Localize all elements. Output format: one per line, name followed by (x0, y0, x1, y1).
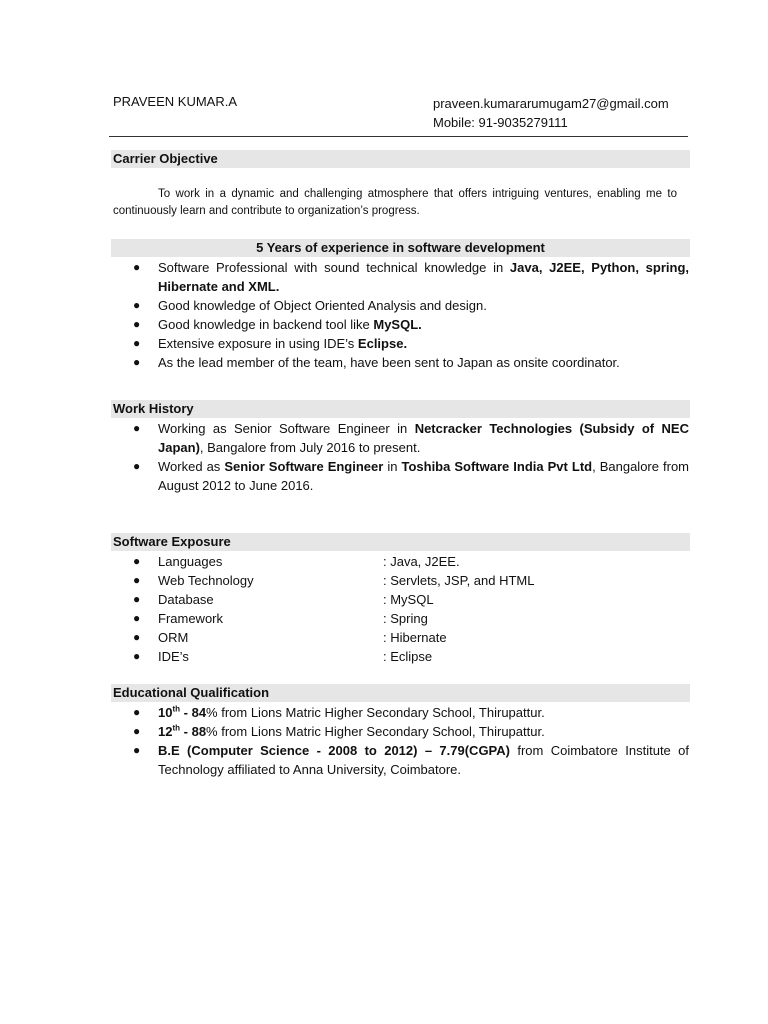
bullet-icon: ● (133, 260, 141, 274)
candidate-name: PRAVEEN KUMAR.A (113, 94, 238, 109)
list-item: ● 12th - 88% from Lions Matric Higher Secondary School, Thirupattur. (133, 723, 545, 739)
list-item: ● Software Professional with sound technical knowledge in Java, J2EE, Python, spring, Hibernate and XML. (133, 260, 689, 294)
objective-heading: Carrier Objective (111, 150, 690, 168)
list-item: ● Web Technology : Servlets, JSP, and HTML (133, 573, 535, 588)
list-item: ● Languages : Java, J2EE. (133, 554, 460, 569)
bullet-icon: ● (133, 421, 141, 435)
list-item: ● Database : MySQL (133, 592, 434, 607)
bullet-icon: ● (133, 724, 141, 738)
bullet-icon: ● (133, 611, 141, 625)
list-item: ● As the lead member of the team, have been sent to Japan as onsite coordinator. (133, 355, 620, 370)
bullet-icon: ● (133, 743, 141, 757)
bullet-icon: ● (133, 554, 141, 568)
education-list (133, 703, 689, 779)
contact-block (433, 94, 669, 132)
list-item: ● Worked as Senior Software Engineer in Toshiba Software India Pvt Ltd, Bangalore from August 2012 to June 2016. (133, 459, 690, 493)
mobile: Mobile: 91-9035279111 (433, 115, 568, 130)
objective-text: To work in a dynamic and challenging atmosphere that offers intriguing ventures, enabling me to continuously learn and contribute to organization’s progress. (113, 188, 677, 217)
header-divider (109, 136, 688, 137)
bullet-icon: ● (133, 705, 141, 719)
bullet-icon: ● (133, 355, 141, 369)
list-item: ● Framework : Spring (133, 611, 428, 626)
list-item: ● Extensive exposure in using IDE’s Eclipse. (133, 336, 408, 351)
list-item: ● Working as Senior Software Engineer in Netcracker Technologies (Subsidy of NEC Japan), Bangalore from July 2016 to present. (133, 421, 689, 455)
bullet-icon: ● (133, 592, 141, 606)
work-history-heading: Work History (111, 400, 690, 418)
bullet-icon: ● (133, 630, 141, 644)
bullet-icon: ● (133, 298, 141, 312)
list-item: ● Good knowledge of Object Oriented Analysis and design. (133, 298, 487, 313)
email: praveen.kumararumugam27@gmail.com (433, 96, 669, 111)
experience-heading: 5 Years of experience in software development (111, 239, 690, 257)
experience-list (133, 258, 689, 372)
bullet-icon: ● (133, 317, 141, 331)
software-exposure-heading: Software Exposure (111, 533, 690, 551)
bullet-icon: ● (133, 649, 141, 663)
education-heading: Educational Qualification (111, 684, 690, 702)
list-item: ● Good knowledge in backend tool like MySQL. (133, 317, 422, 332)
work-history-list (133, 419, 689, 495)
list-item: ● ORM : Hibernate (133, 630, 447, 645)
bullet-icon: ● (133, 336, 141, 350)
list-item: ● B.E (Computer Science - 2008 to 2012) – 7.79(CGPA) from Coimbatore Institute of Technology affiliated to Anna University, Coimbatore. (133, 743, 689, 777)
bullet-icon: ● (133, 459, 141, 473)
list-item: ● IDE’s : Eclipse (133, 649, 433, 664)
software-exposure-list (133, 552, 689, 666)
bullet-icon: ● (133, 573, 141, 587)
list-item: ● 10th - 84% from Lions Matric Higher Secondary School, Thirupattur. (133, 704, 545, 720)
